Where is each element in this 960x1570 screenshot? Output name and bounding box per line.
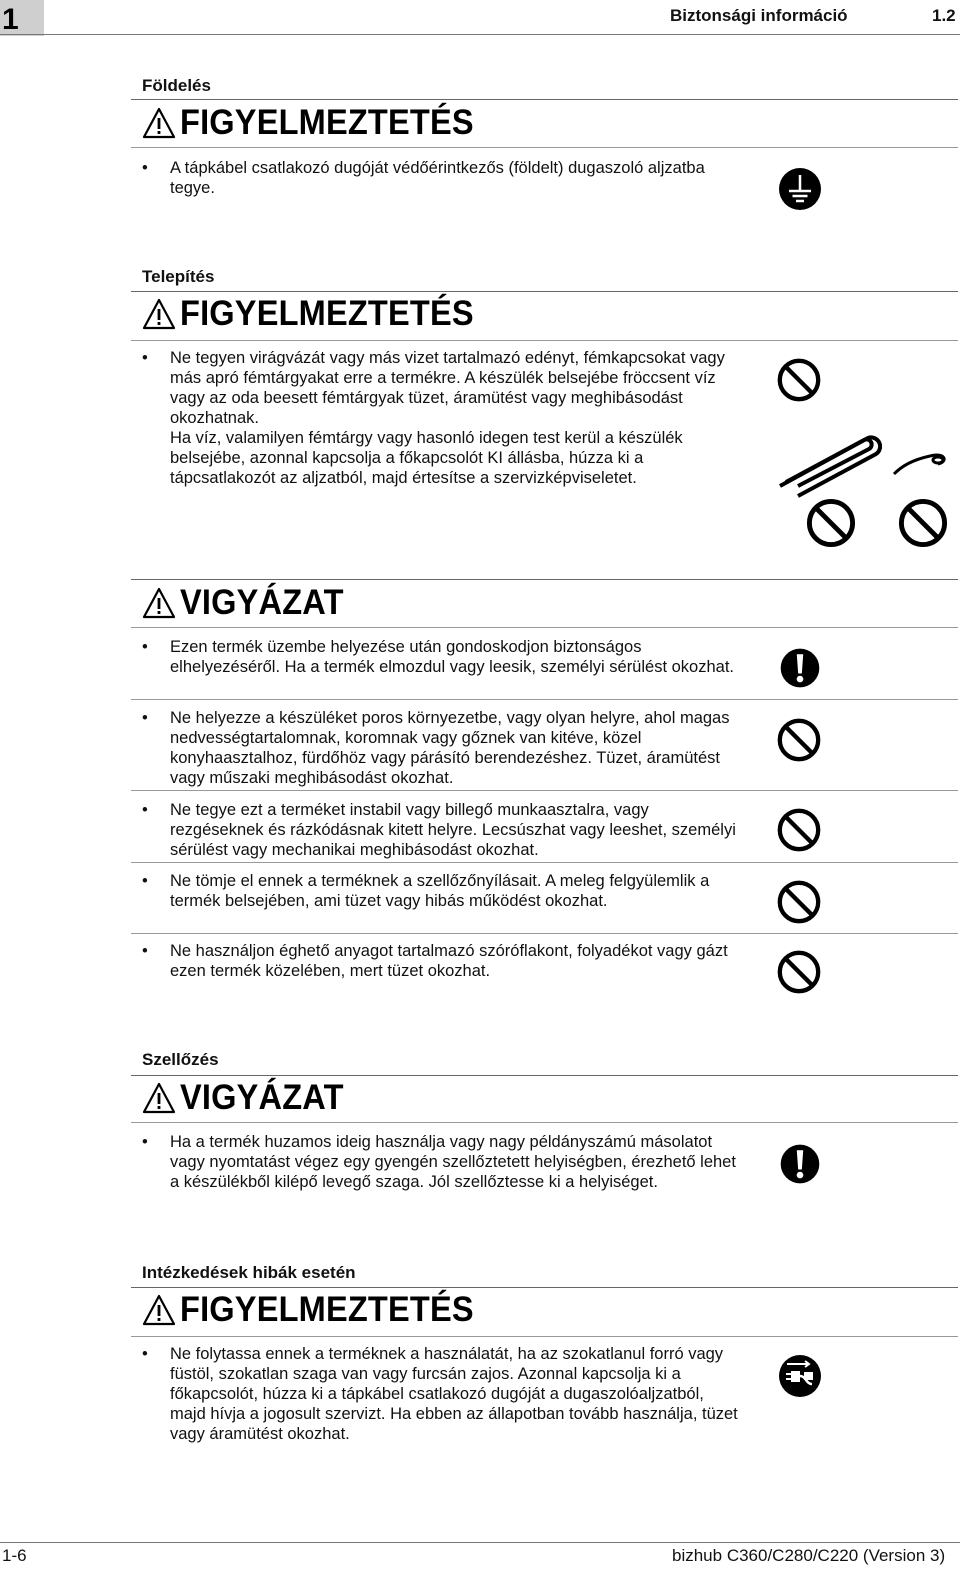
banner-rule <box>131 1122 958 1123</box>
page-number: 1-6 <box>2 1546 27 1565</box>
banner-label: FIGYELMEZTETÉS <box>180 1290 474 1329</box>
list-item <box>142 941 742 981</box>
warning-triangle-icon <box>142 107 176 139</box>
header-section-number: 1.2 <box>932 6 956 25</box>
section-title-ventilation: Szellőzés <box>142 1050 219 1069</box>
prohibition-icon <box>775 878 823 926</box>
ground-symbol-icon <box>778 167 822 211</box>
header-rule <box>0 34 960 35</box>
item-text: Ne tömje el ennek a terméknek a szellőzőnyílásait. A meleg felgyülemlik a termék belsejében, ami tüzet vagy hibás működést okozhat. <box>170 872 710 910</box>
bullet: • <box>142 159 148 177</box>
item-text: Ne folytassa ennek a terméknek a használatát, ha az szokatlanul forró vagy füstöl, szokatlan szaga van vagy furcsán zajos. Azonnal kapcsolja ki a főkapcsolót, húzza ki a tápkábel csatlakozó dugóját a dugaszolóaljzatból, majd hívja a jogosult szervizt. Ha ebben az állapotban tovább használja, tüzet vagy áramütést okozhat. <box>170 1345 738 1443</box>
bullet: • <box>142 872 148 890</box>
prohibition-icon <box>775 948 823 996</box>
item-text: Ne tegyen virágvázát vagy más vizet tartalmazó edényt, fémkapcsokat vagy más apró fémtárgyakat erre a termékre. A készülék belsejébe fröccsent víz vagy az oda beesett fémtárgyak tüzet, áramütést vagy meghibásodást okozhatnak. <box>170 349 725 427</box>
list-item <box>142 637 742 677</box>
section-title-fault-measures: Intézkedések hibák esetén <box>142 1263 356 1282</box>
banner-rule <box>131 147 958 148</box>
prohibition-icon <box>775 716 823 764</box>
section-title-grounding: Földelés <box>142 76 211 95</box>
item-divider <box>131 862 958 863</box>
banner-rule <box>131 340 958 341</box>
banner-label: VIGYÁZAT <box>180 583 344 622</box>
caution-banner <box>142 1078 356 1118</box>
section-rule <box>131 1075 958 1076</box>
banner-label: FIGYELMEZTETÉS <box>180 103 474 142</box>
banner-rule <box>131 627 958 628</box>
warning-triangle-icon <box>142 1294 176 1326</box>
list-item <box>142 708 742 788</box>
bullet: • <box>142 1133 148 1151</box>
warning-banner <box>142 294 496 334</box>
banner-rule <box>131 1336 958 1337</box>
section-rule <box>131 1287 958 1288</box>
footer-model: bizhub C360/C280/C220 (Version 3) <box>672 1546 946 1565</box>
list-item <box>142 1132 742 1192</box>
unplug-icon <box>778 1354 822 1398</box>
warning-triangle-icon <box>142 1082 176 1114</box>
header-title: Biztonsági információ <box>670 6 848 25</box>
item-text: Ha víz, valamilyen fémtárgy vagy hasonló idegen test kerül a készülék belsejébe, azonnal kapcsolja a főkapcsolót KI állásba, húzza ki a tápcsatlakozót az aljzatból, majd értesítse a szervizképviseletet. <box>170 429 683 487</box>
prohibition-icon <box>775 356 823 404</box>
caution-banner <box>142 583 356 623</box>
chapter-number: 1 <box>2 3 19 36</box>
warning-triangle-icon <box>142 587 176 619</box>
item-text: Ezen termék üzembe helyezése után gondoskodjon biztonságos elhelyezéséről. Ha a termék elmozdul vagy leesik, személyi sérülést okozhat. <box>170 638 734 676</box>
list-item <box>142 800 742 860</box>
section-rule <box>131 579 958 580</box>
section-rule <box>131 291 958 292</box>
prohibition-icon <box>804 496 858 550</box>
list-item <box>142 1344 742 1444</box>
paperclip-icon <box>772 434 882 504</box>
bullet: • <box>142 801 148 819</box>
bullet: • <box>142 942 148 960</box>
footer-rule <box>0 1542 960 1543</box>
exclamation-mandatory-icon <box>777 1141 823 1187</box>
item-text: A tápkábel csatlakozó dugóját védőérintkezős (földelt) dugaszoló aljzatba tegye. <box>170 159 705 197</box>
list-item <box>142 871 742 911</box>
banner-label: FIGYELMEZTETÉS <box>180 294 474 333</box>
item-text: Ne tegye ezt a terméket instabil vagy billegő munkaasztalra, vagy rezgéseknek és rázkódásnak kitett helyre. Lecsúszhat vagy leeshet, személyi sérülést vagy mechanikai meghibásodást okozhat. <box>170 801 736 859</box>
warning-triangle-icon <box>142 298 176 330</box>
item-text: Ne helyezze a készüléket poros környezetbe, vagy olyan helyre, ahol magas nedvességtartalomnak, koromnak vagy gőznek van kitéve, közel konyhaasztalhoz, fürdőhöz vagy párásító berendezéshez. Tüzet, áramütést vagy műszaki meghibásodást okozhat. <box>170 709 730 787</box>
bullet: • <box>142 1345 148 1363</box>
bullet: • <box>142 709 148 727</box>
section-title-installation: Telepítés <box>142 267 215 286</box>
item-text: Ne használjon éghető anyagot tartalmazó szóróflakont, folyadékot vagy gázt ezen termék közelében, mert tüzet okozhat. <box>170 942 728 980</box>
item-divider <box>131 699 958 700</box>
bullet: • <box>142 349 148 367</box>
prohibition-icon <box>896 496 950 550</box>
item-divider <box>131 933 958 934</box>
small-paperclip-icon <box>890 448 952 478</box>
bullet: • <box>142 638 148 656</box>
banner-label: VIGYÁZAT <box>180 1078 344 1117</box>
section-rule <box>131 99 958 100</box>
warning-banner <box>142 1290 496 1330</box>
list-item <box>142 348 742 488</box>
item-text: Ha a termék huzamos ideig használja vagy nagy példányszámú másolatot vagy nyomtatást végez egy gyengén szellőztetett helyiségben, érezhető lehet a készülékből kilépő levegő szaga. Jól szellőztesse ki a helyiséget. <box>170 1133 736 1191</box>
list-item <box>142 158 742 198</box>
item-divider <box>131 790 958 791</box>
exclamation-mandatory-icon <box>777 645 823 691</box>
warning-banner <box>142 103 496 143</box>
prohibition-icon <box>775 806 823 854</box>
